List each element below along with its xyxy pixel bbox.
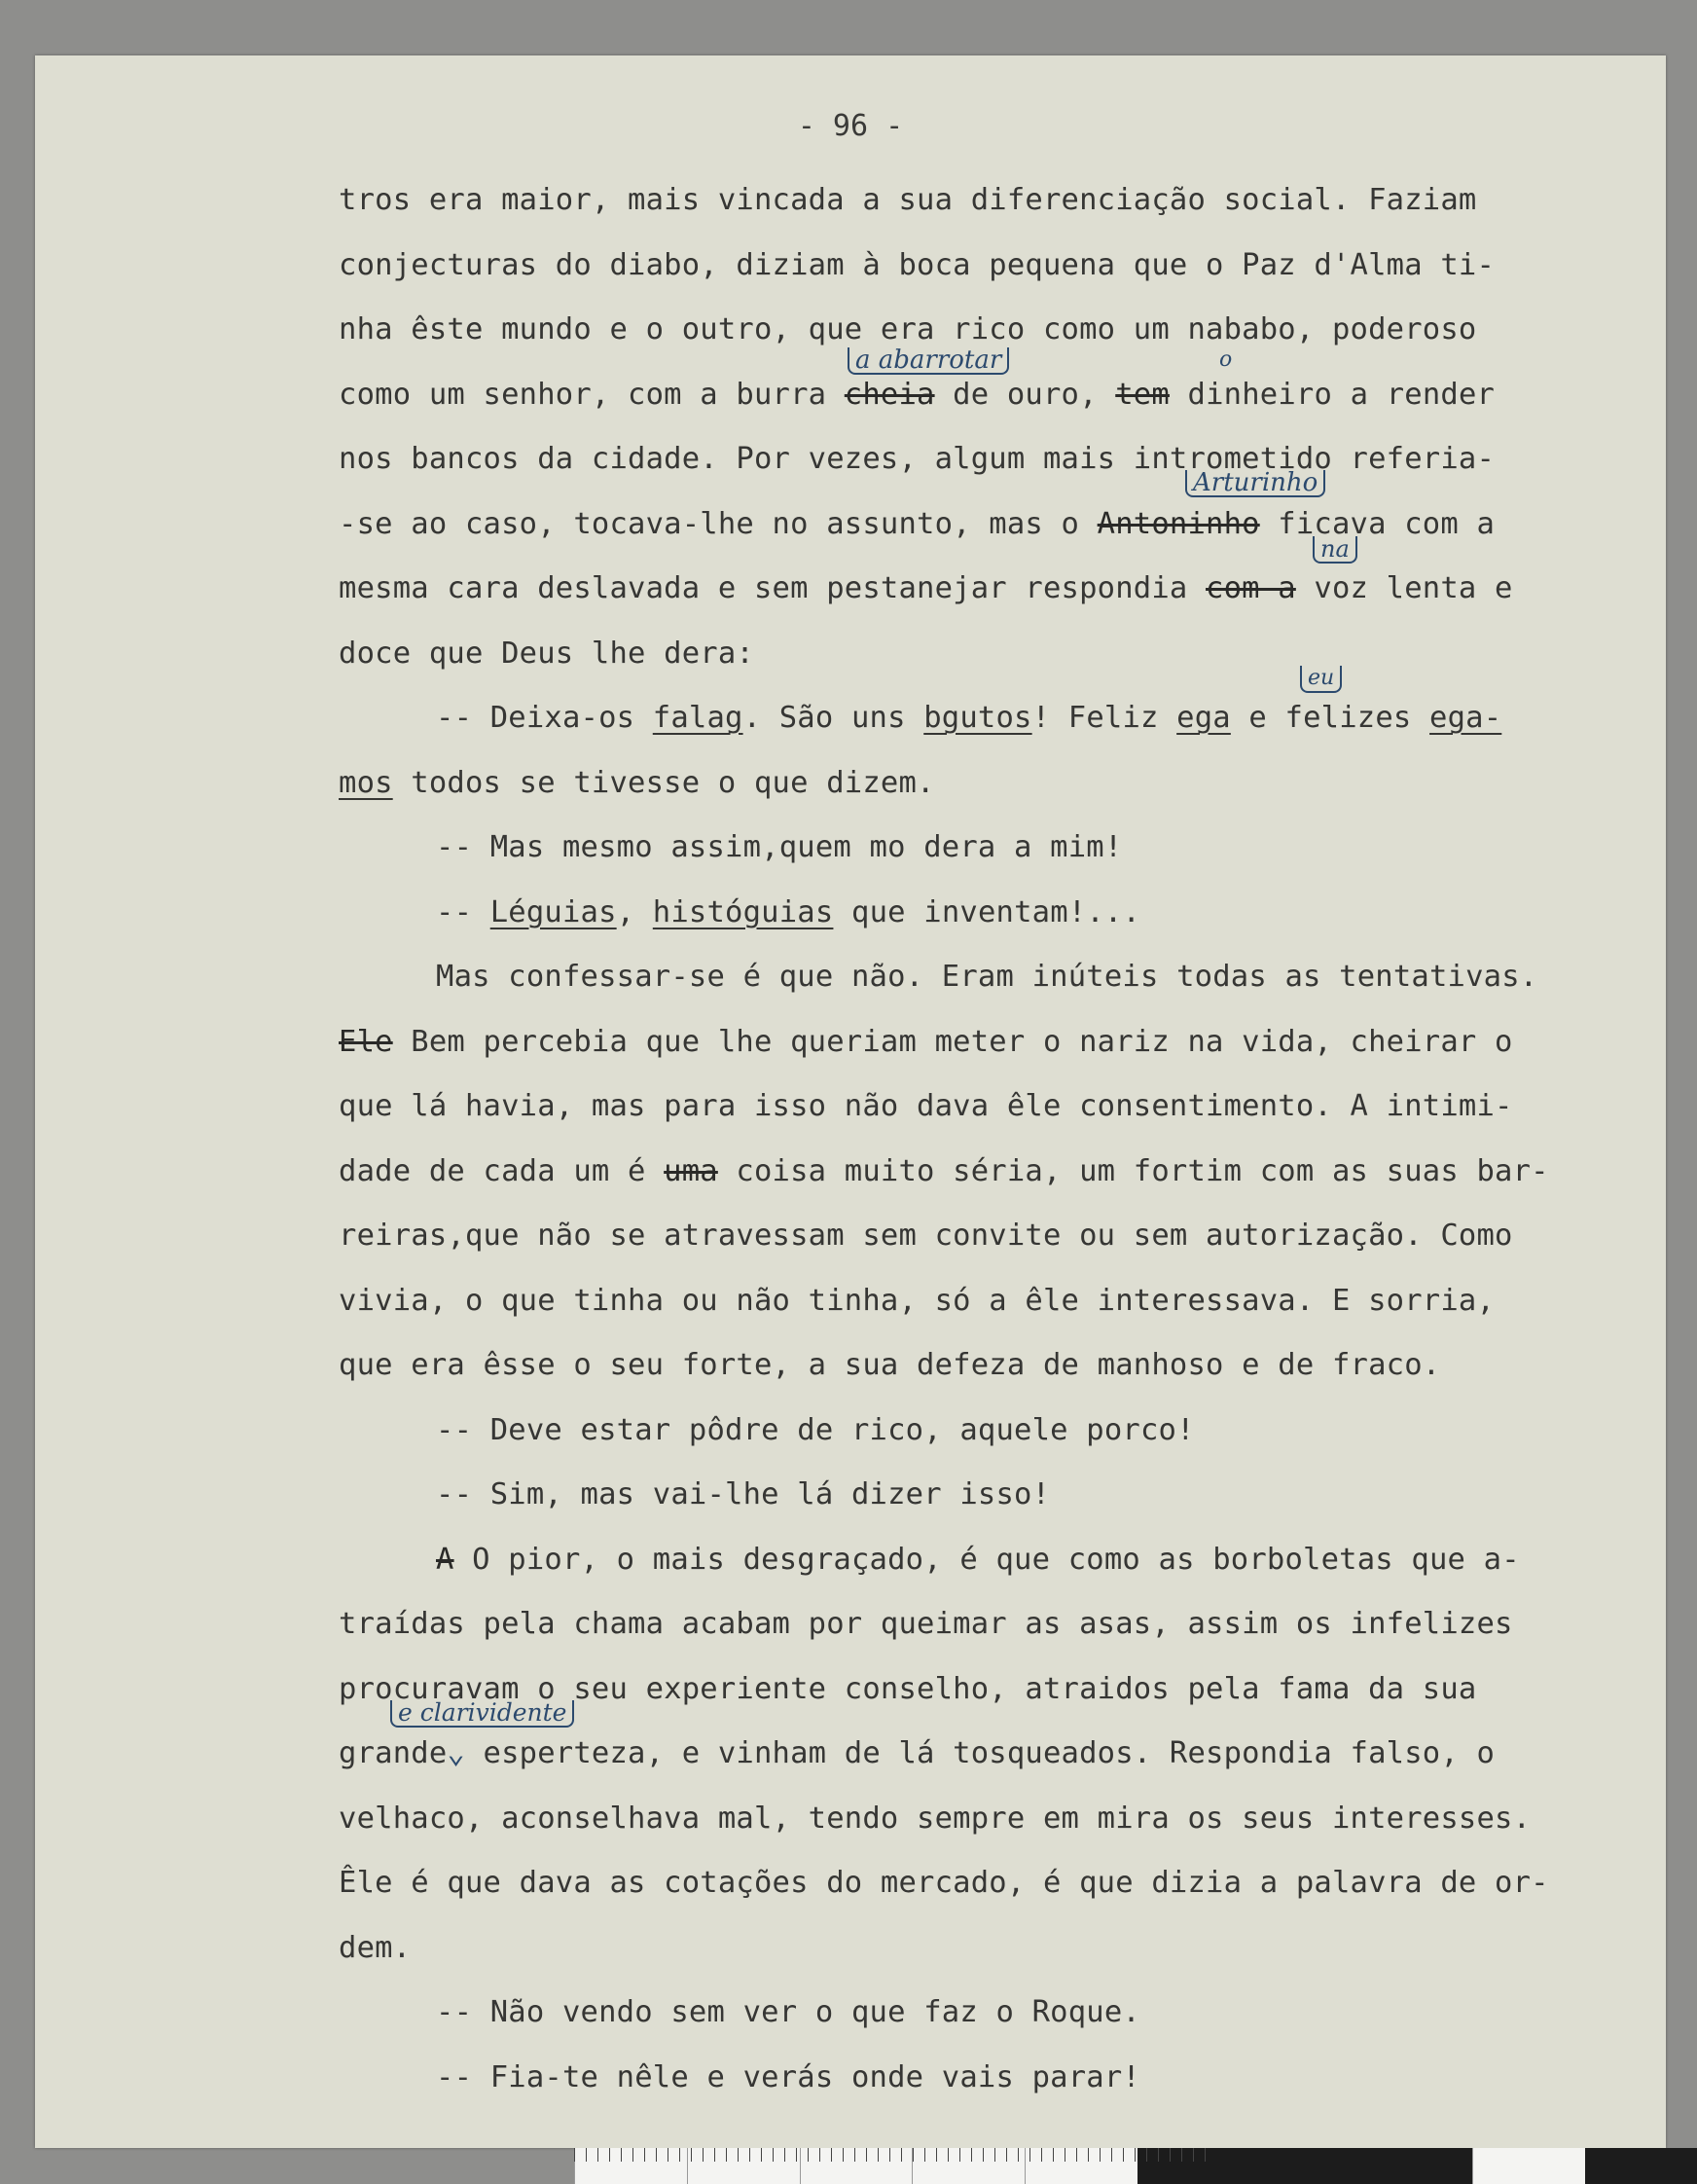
text-line: nos bancos da cidade. Por vezes, algum mais intrometido referia- bbox=[339, 442, 1496, 476]
struck-word: Antoninho bbox=[1097, 506, 1260, 541]
text-segment: ficava com a bbox=[1259, 506, 1496, 541]
handwritten-annotation: a abarrotar bbox=[848, 347, 1009, 375]
text-segment: voz lenta e bbox=[1295, 571, 1513, 605]
struck-word: uma bbox=[664, 1153, 718, 1188]
underlined-word: falag bbox=[652, 701, 743, 735]
struck-word: A bbox=[436, 1542, 454, 1577]
underlined-word: mos bbox=[339, 765, 393, 800]
text-line: -- Deve estar pôdre de rico, aquele porco! bbox=[436, 1412, 1195, 1447]
text-line bbox=[339, 1528, 1662, 1593]
handwritten-annotation: e clarividente bbox=[390, 1700, 574, 1728]
text-segment: ! Feliz bbox=[1031, 701, 1177, 735]
struck-word: cheia bbox=[844, 377, 935, 412]
text-line: -- Não vendo sem ver o que faz o Roque. bbox=[436, 1995, 1140, 2029]
caret-mark: ⌄ bbox=[447, 1736, 465, 1770]
text-line bbox=[339, 686, 1662, 751]
text-line bbox=[339, 881, 1662, 946]
text-segment: como um senhor, com a burra bbox=[339, 377, 845, 412]
text-line: dem. bbox=[339, 1930, 412, 1965]
ruler-ticks bbox=[574, 2148, 1216, 2162]
text-line bbox=[339, 751, 1662, 817]
underlined-word: ega bbox=[1176, 701, 1231, 735]
text-line bbox=[339, 1722, 1662, 1787]
text-segment: . São uns bbox=[742, 701, 924, 735]
text-segment: e felizes bbox=[1230, 701, 1430, 735]
handwritten-annotation: o bbox=[1219, 347, 1233, 372]
underlined-word: bgutos bbox=[923, 701, 1032, 735]
body-text bbox=[339, 168, 1662, 2110]
struck-word: Ele bbox=[339, 1024, 393, 1059]
handwritten-annotation: na bbox=[1313, 536, 1357, 564]
text-line: traídas pela chama acabam por queimar as asas, assim os infelizes bbox=[339, 1607, 1513, 1641]
struck-word: com a bbox=[1206, 571, 1296, 605]
text-line: conjecturas do diabo, diziam à boca pequena que o Paz d'Alma ti- bbox=[339, 247, 1496, 282]
text-line bbox=[339, 492, 1662, 558]
page-number: - 96 - bbox=[797, 109, 904, 143]
struck-word: tem bbox=[1115, 377, 1170, 412]
text-segment: grande bbox=[339, 1736, 448, 1770]
text-line: procuravam o seu experiente conselho, atraidos pela fama da sua bbox=[339, 1671, 1477, 1706]
text-line: que era êsse o seu forte, a sua defeza de manhoso e de fraco. bbox=[339, 1348, 1441, 1382]
text-line bbox=[339, 557, 1662, 622]
text-line bbox=[339, 1140, 1662, 1205]
text-line: vivia, o que tinha ou não tinha, só a êle interessava. E sorria, bbox=[339, 1283, 1496, 1318]
text-segment: todos se tivesse o que dizem. bbox=[411, 765, 935, 800]
text-segment: coisa muito séria, um fortim com as suas bar- bbox=[717, 1153, 1549, 1188]
text-segment: de ouro, bbox=[934, 377, 1116, 412]
text-line: doce que Deus lhe dera: bbox=[339, 636, 754, 671]
text-segment: dinheiro a render bbox=[1169, 377, 1496, 412]
text-segment: mesma cara deslavada e sem pestanejar respondia bbox=[339, 571, 1207, 605]
text-segment: -- Deixa-os bbox=[436, 701, 653, 735]
text-segment: Bem percebia que lhe queriam meter o nariz na vida, cheirar o bbox=[392, 1024, 1513, 1059]
underlined-word: históguias bbox=[652, 894, 834, 929]
text-line: -- Fia-te nêle e verás onde vais parar! bbox=[436, 2059, 1140, 2094]
text-line: -- Mas mesmo assim,quem mo dera a mim! bbox=[436, 830, 1123, 864]
text-segment: , bbox=[616, 894, 653, 929]
text-segment: -se ao caso, tocava-lhe no assunto, mas o bbox=[339, 506, 1098, 541]
text-segment: que inventam!... bbox=[833, 894, 1141, 929]
handwritten-annotation: Arturinho bbox=[1185, 470, 1325, 497]
text-segment: -- bbox=[436, 894, 490, 929]
text-line: reiras,que não se atravessam sem convite ou sem autorização. Como bbox=[339, 1219, 1513, 1253]
text-line: Êle é que dava as cotações do mercado, é que dizia a palavra de or- bbox=[339, 1866, 1549, 1900]
text-line: velhaco, aconselhava mal, tendo sempre em mira os seus interesses. bbox=[339, 1801, 1532, 1836]
text-segment: esperteza, e vinham de lá tosqueados. Respondia falso, o bbox=[464, 1736, 1496, 1770]
text-segment: O pior, o mais desgraçado, é que como as borboletas que a- bbox=[453, 1542, 1520, 1577]
text-line: -- Sim, mas vai-lhe lá dizer isso! bbox=[436, 1477, 1051, 1511]
text-segment: dade de cada um é bbox=[339, 1153, 665, 1188]
text-line: que lá havia, mas para isso não dava êle consentimento. A intimi- bbox=[339, 1089, 1513, 1123]
underlined-word: ega- bbox=[1429, 701, 1502, 735]
underlined-word: Léguias bbox=[489, 894, 617, 929]
text-line: nha êste mundo e o outro, que era rico como um nababo, poderoso bbox=[339, 312, 1477, 346]
text-line bbox=[339, 1010, 1662, 1075]
document-page bbox=[35, 55, 1666, 2148]
text-line: Mas confessar-se é que não. Eram inúteis todas as tentativas. bbox=[436, 960, 1538, 994]
text-line: tros era maior, mais vincada a sua diferenciação social. Faziam bbox=[339, 183, 1477, 217]
handwritten-annotation: eu bbox=[1300, 666, 1342, 693]
